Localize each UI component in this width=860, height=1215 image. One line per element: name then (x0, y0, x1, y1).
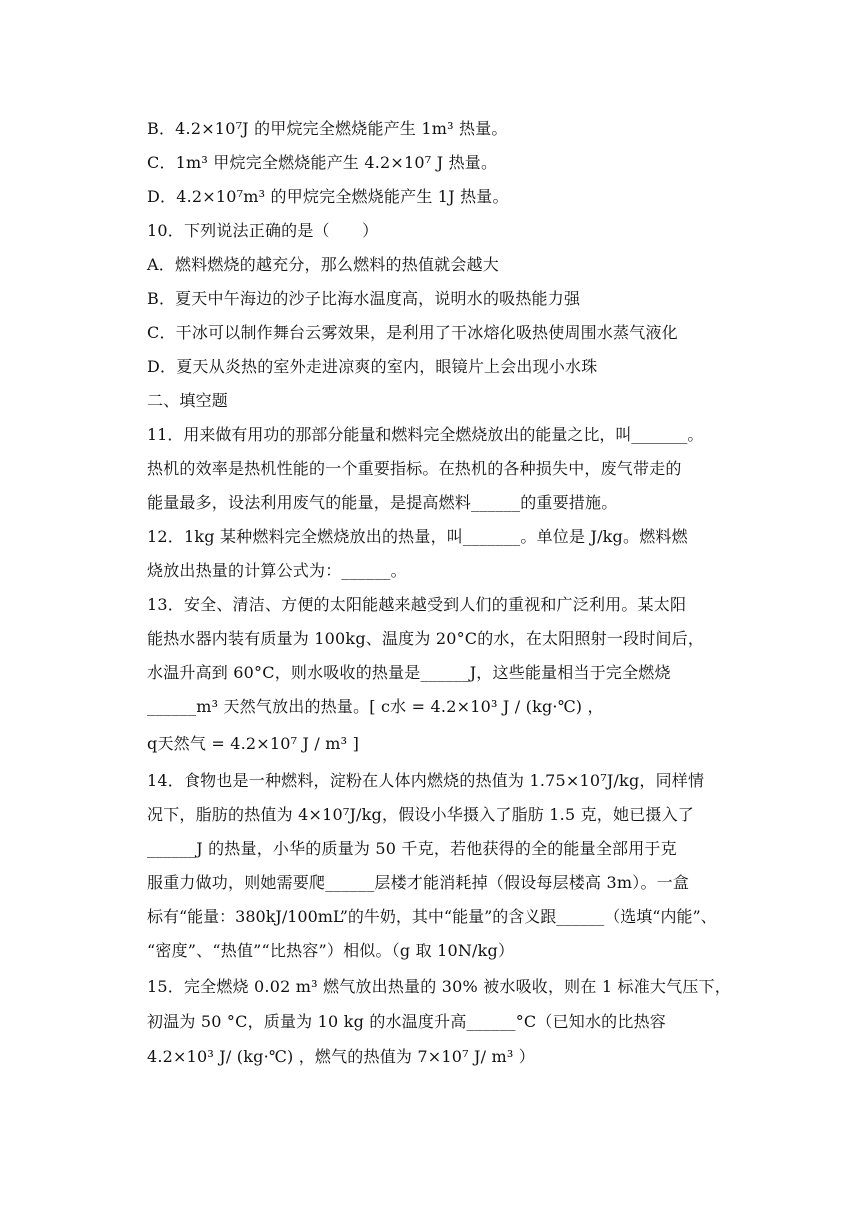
question-13-line-1: 13．安全、清洁、方便的太阳能越来越受到人们的重视和广泛利用。某太阳 (147, 595, 687, 614)
question-13-line-2: 能热水器内装有质量为 100kg、温度为 20°C的水，在太阳照射一段时间后， (147, 629, 705, 648)
question-13-line-3: 水温升高到 60°C，则水吸收的热量是______J，这些能量相当于完全燃烧 (147, 663, 671, 682)
question-14-line-6: “密度”、“热值”“比热容”）相似。（g 取 10N/kg） (147, 941, 515, 960)
option-b-q10: B．夏天中午海边的沙子比海水温度高，说明水的吸热能力强 (147, 289, 581, 308)
question-10: 10．下列说法正确的是（ ） (147, 221, 379, 240)
section-heading: 二、填空题 (147, 391, 229, 410)
question-11-line-3: 能量最多，设法利用废气的能量，是提高燃料______的重要措施。 (147, 493, 618, 512)
option-d-q10: D．夏天从炎热的室外走进凉爽的室内，眼镜片上会出现小水珠 (147, 357, 598, 376)
option-c-q10: C．干冰可以制作舞台云雾效果，是利用了干冰熔化吸热使周围水蒸气液化 (147, 323, 678, 342)
question-13-line-4: ______m³ 天然气放出的热量。[ c水 = 4.2×10³ J / (kg·℃) ， (147, 697, 604, 716)
question-12-line-1: 12．1kg 某种燃料完全燃烧放出的热量，叫_______。单位是 J/kg。燃料燃 (147, 527, 688, 546)
option-c-q9: C．1m³ 甲烷完全燃烧能产生 4.2×10⁷ J 热量。 (147, 153, 498, 172)
question-13-line-5: q天然气 = 4.2×10⁷ J / m³ ] (147, 734, 360, 753)
question-15-line-2: 初温为 50 °C，质量为 10 kg 的水温度升高______°C（已知水的比热容 (147, 1012, 666, 1031)
question-14-line-5: 标有“能量：380kJ/100mL”的牛奶，其中“能量”的含义跟______（选填“内能”、 (147, 907, 717, 926)
option-d-q9: D．4.2×10⁷m³ 的甲烷完全燃烧能产生 1J 热量。 (147, 187, 509, 206)
question-11-line-1: 11．用来做有用功的那部分能量和燃料完全燃烧放出的能量之比，叫_______。 (147, 425, 704, 444)
option-a-q10: A．燃料燃烧的越充分，那么燃料的热值就会越大 (147, 255, 499, 274)
question-15-line-3: 4.2×10³ J/ (kg·℃) ，燃气的热值为 7×10⁷ J/ m³ ） (147, 1047, 535, 1066)
question-12-line-2: 烧放出热量的计算公式为：______。 (147, 561, 407, 580)
question-14-line-4: 服重力做功，则她需要爬______层楼才能消耗掉（假设每层楼高 3m）。一盒 (147, 873, 690, 892)
question-14-line-3: ______J 的热量，小华的质量为 50 千克，若他获得的全的能量全部用于克 (147, 839, 677, 858)
question-15-line-1: 15．完全燃烧 0.02 m³ 燃气放出热量的 30% 被水吸收，则在 1 标准大气压下， (147, 977, 731, 996)
option-b-q9: B．4.2×10⁷J 的甲烷完全燃烧能产生 1m³ 热量。 (147, 119, 508, 138)
question-14-line-2: 况下，脂肪的热值为 4×10⁷J/kg，假设小华摄入了脂肪 1.5 克，她已摄入了 (147, 805, 695, 824)
question-11-line-2: 热机的效率是热机性能的一个重要指标。在热机的各种损失中，废气带走的 (147, 459, 682, 478)
question-14-line-1: 14．食物也是一种燃料，淀粉在人体内燃烧的热值为 1.75×10⁷J/kg，同样情 (147, 771, 705, 790)
